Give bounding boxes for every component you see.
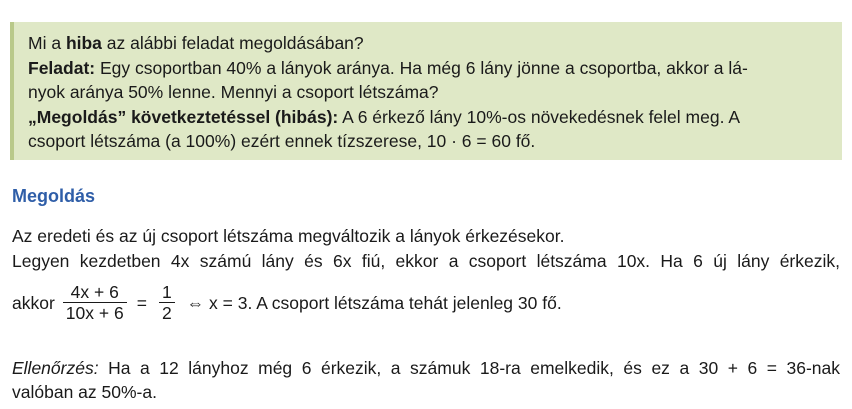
check-line-2: valóban az 50%-a. bbox=[12, 382, 157, 402]
wrong-solution-line-1: „Megoldás” következtetéssel (hibás): A 6 érkező lány 10%-os növekedésnek felel meg. A bbox=[28, 106, 741, 127]
check-line-1: Ellenőrzés: Ha a 12 lányhoz még 6 érkezik, a számuk 18-ra emelkedik, és ez a 30 + 6 = 36-nak bbox=[12, 358, 840, 378]
task-line-1: Feladat: Egy csoportban 40% a lányok aránya. Ha még 6 lány jönne a csoportba, akkor a lá- bbox=[28, 57, 748, 78]
equals-sign: = bbox=[136, 292, 147, 313]
check-paragraph bbox=[12, 356, 840, 404]
fraction-left-numerator: 4x + 6 bbox=[70, 282, 119, 302]
fraction-right-denominator: 2 bbox=[159, 302, 175, 323]
wrong-solution-line-2: csoport létszáma (a 100%) ezért ennek tízszerese, 10 · 6 = 60 fő. bbox=[28, 131, 536, 151]
solution-equation-line bbox=[12, 282, 840, 323]
fraction-left-denominator: 10x + 6 bbox=[63, 302, 127, 323]
task-box bbox=[10, 22, 842, 160]
question-line: Mi a hiba az alábbi feladat megoldásában? bbox=[28, 33, 364, 53]
fraction-right bbox=[159, 282, 175, 323]
check-label: Ellenőrzés: bbox=[12, 358, 99, 378]
solution-title: Megoldás bbox=[12, 186, 96, 206]
equation-suffix: ⇔ x = 3. A csoport létszáma tehát jelenleg 30 fő. bbox=[186, 292, 562, 313]
solution-line-1: Az eredeti és az új csoport létszáma megváltozik a lányok érkezésekor. bbox=[12, 226, 565, 246]
task-label: Feladat: bbox=[28, 57, 96, 78]
question-bold-word: hiba bbox=[65, 33, 102, 53]
equation-prefix: akkor bbox=[12, 292, 55, 313]
fraction-left bbox=[63, 282, 127, 323]
solution-line-2: Legyen kezdetben 4x számú lány és 6x fiú, ekkor a csoport létszáma 10x. Ha 6 új lány érkezik, bbox=[12, 251, 840, 271]
fraction-right-numerator: 1 bbox=[161, 282, 172, 302]
wrong-solution-label: „Megoldás” következtetéssel (hibás): bbox=[28, 106, 339, 127]
task-line-2: nyok aránya 50% lenne. Mennyi a csoport létszáma? bbox=[28, 82, 439, 102]
